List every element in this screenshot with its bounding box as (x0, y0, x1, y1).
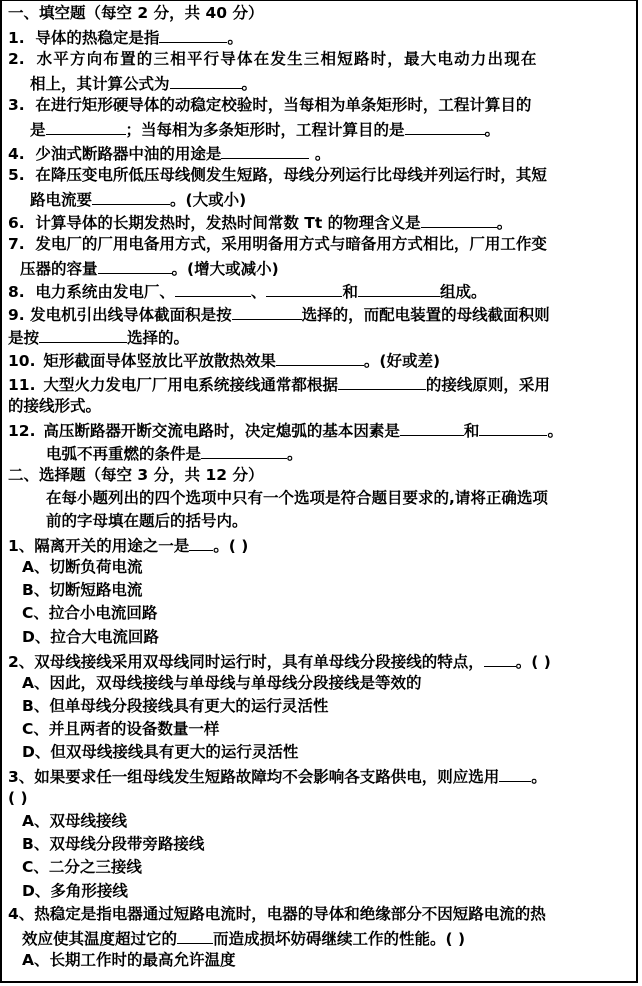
choice-instructions-cont: 前的字母填在题后的括号内。 (46, 512, 248, 531)
question-3: 3. 在进行矩形硬导体的动稳定校验时，当每相为单条矩形时，工程计算目的 (8, 96, 532, 115)
question-12-cont: 电弧不再重燃的条件是 。 (8, 441, 630, 464)
choice-instructions: 在每小题列出的四个选项中只有一个选项是符合题目要求的,请将正确选项 (46, 488, 548, 507)
question-9-cont: 是按 选择的。 (8, 325, 630, 348)
section-title-fill-blank: 一、填空题（每空 2 分，共 40 分） (8, 4, 264, 22)
choice-3-option-a[interactable]: A、双母线接线 (22, 812, 127, 831)
question-4: 4. 少油式断路器中油的用途是 。 (8, 141, 630, 164)
question-9: 9. 发电机引出线导体截面积是按 选择的，而配电装置的母线截面积则 (8, 302, 630, 325)
question-10: 10. 矩形截面导体竖放比平放散热效果 。(好或差) (8, 348, 630, 371)
question-6: 6. 计算导体的长期发热时，发热时间常数 Tt 的物理含义是 。 (8, 210, 630, 233)
answer-blank[interactable] (400, 418, 464, 436)
answer-blank[interactable] (276, 348, 364, 366)
answer-blank[interactable] (232, 302, 302, 320)
question-11-cont: 的接线形式。 (8, 396, 102, 415)
answer-blank[interactable] (479, 418, 547, 436)
answer-blank[interactable] (484, 649, 516, 667)
choice-1-option-c[interactable]: C、拉合小电流回路 (22, 604, 158, 623)
answer-blank[interactable] (221, 141, 309, 159)
question-12: 12. 高压断路器开断交流电路时，决定熄弧的基本因素是 和 。 (8, 418, 630, 441)
answer-blank[interactable] (39, 325, 127, 343)
question-5-cont: 路电流要 。(大或小) (8, 187, 630, 210)
choice-question-4-cont: 效应使其温度超过它的 而造成损坏妨碍继续工作的性能。( ) (8, 926, 630, 949)
answer-blank[interactable] (98, 256, 172, 274)
answer-blank[interactable] (421, 210, 497, 228)
answer-blank[interactable] (177, 926, 213, 944)
answer-blank[interactable] (499, 764, 531, 782)
question-7: 7. 发电厂的厂用电备用方式，采用明备用方式与暗备用方式相比，厂用工作变 (8, 234, 547, 253)
choice-question-3-cont: ( ) (8, 789, 28, 808)
choice-4-option-a[interactable]: A、长期工作时的最高允许温度 (22, 950, 236, 969)
choice-3-option-b[interactable]: B、双母线分段带旁路接线 (22, 835, 205, 854)
choice-question-4: 4、热稳定是指电器通过短路电流时，电器的导体和绝缘部分不因短路电流的热 (8, 904, 546, 923)
question-5: 5. 在降压变电所低压母线侧发生短路，母线分列运行比母线并列运行时，其短 (8, 165, 547, 184)
choice-2-option-b[interactable]: B、但单母线分段接线具有更大的运行灵活性 (22, 696, 329, 715)
choice-2-option-d[interactable]: D、但双母线接线具有更大的运行灵活性 (22, 743, 299, 761)
answer-blank[interactable] (358, 279, 440, 297)
question-8: 8. 电力系统由发电厂、 、 和 组成。 (8, 279, 630, 302)
choice-2-option-a[interactable]: A、因此，双母线接线与单母线与单母线分段接线是等效的 (22, 673, 422, 692)
answer-blank[interactable] (159, 25, 227, 43)
question-3-cont: 是 ；当每相为多条矩形时，工程计算目的是 。 (8, 117, 630, 140)
question-11: 11. 大型火力发电厂厂用电系统接线通常都根据 的接线原则，采用 (8, 372, 630, 395)
choice-question-2: 2、双母线接线采用双母线同时运行时，具有单母线分段接线的特点， 。( ) (8, 649, 630, 672)
question-1: 1. 导体的热稳定是指 。 (8, 25, 630, 48)
answer-blank[interactable] (201, 441, 287, 459)
question-2: 2. 水平方向布置的三相平行导体在发生三相短路时，最大电动力出现在 (8, 50, 538, 69)
choice-1-option-d[interactable]: D、拉合大电流回路 (22, 627, 159, 646)
answer-blank[interactable] (175, 279, 251, 297)
answer-blank[interactable] (338, 372, 426, 390)
choice-1-option-a[interactable]: A、切断负荷电流 (22, 558, 143, 577)
answer-blank[interactable] (266, 279, 342, 297)
choice-3-option-c[interactable]: C、二分之三接线 (22, 858, 142, 877)
section-title-choice: 二、选择题（每空 3 分，共 12 分） (8, 465, 264, 484)
answer-blank[interactable] (170, 71, 242, 89)
choice-question-1: 1、隔离开关的用途之一是 。( ) (8, 533, 630, 556)
answer-blank[interactable] (92, 187, 170, 205)
question-2-cont: 相上，其计算公式为 。 (8, 71, 630, 94)
choice-1-option-b[interactable]: B、切断短路电流 (22, 581, 143, 600)
choice-3-option-d[interactable]: D、多角形接线 (22, 881, 128, 900)
answer-blank[interactable] (189, 533, 213, 551)
choice-2-option-c[interactable]: C、并且两者的设备数量一样 (22, 719, 220, 738)
choice-question-3: 3、如果要求任一组母线发生短路故障均不会影响各支路供电，则应选用 。 (8, 764, 630, 787)
answer-blank[interactable] (405, 117, 485, 135)
question-7-cont: 压器的容量 。(增大或减小) (8, 256, 630, 279)
answer-blank[interactable] (46, 117, 126, 135)
